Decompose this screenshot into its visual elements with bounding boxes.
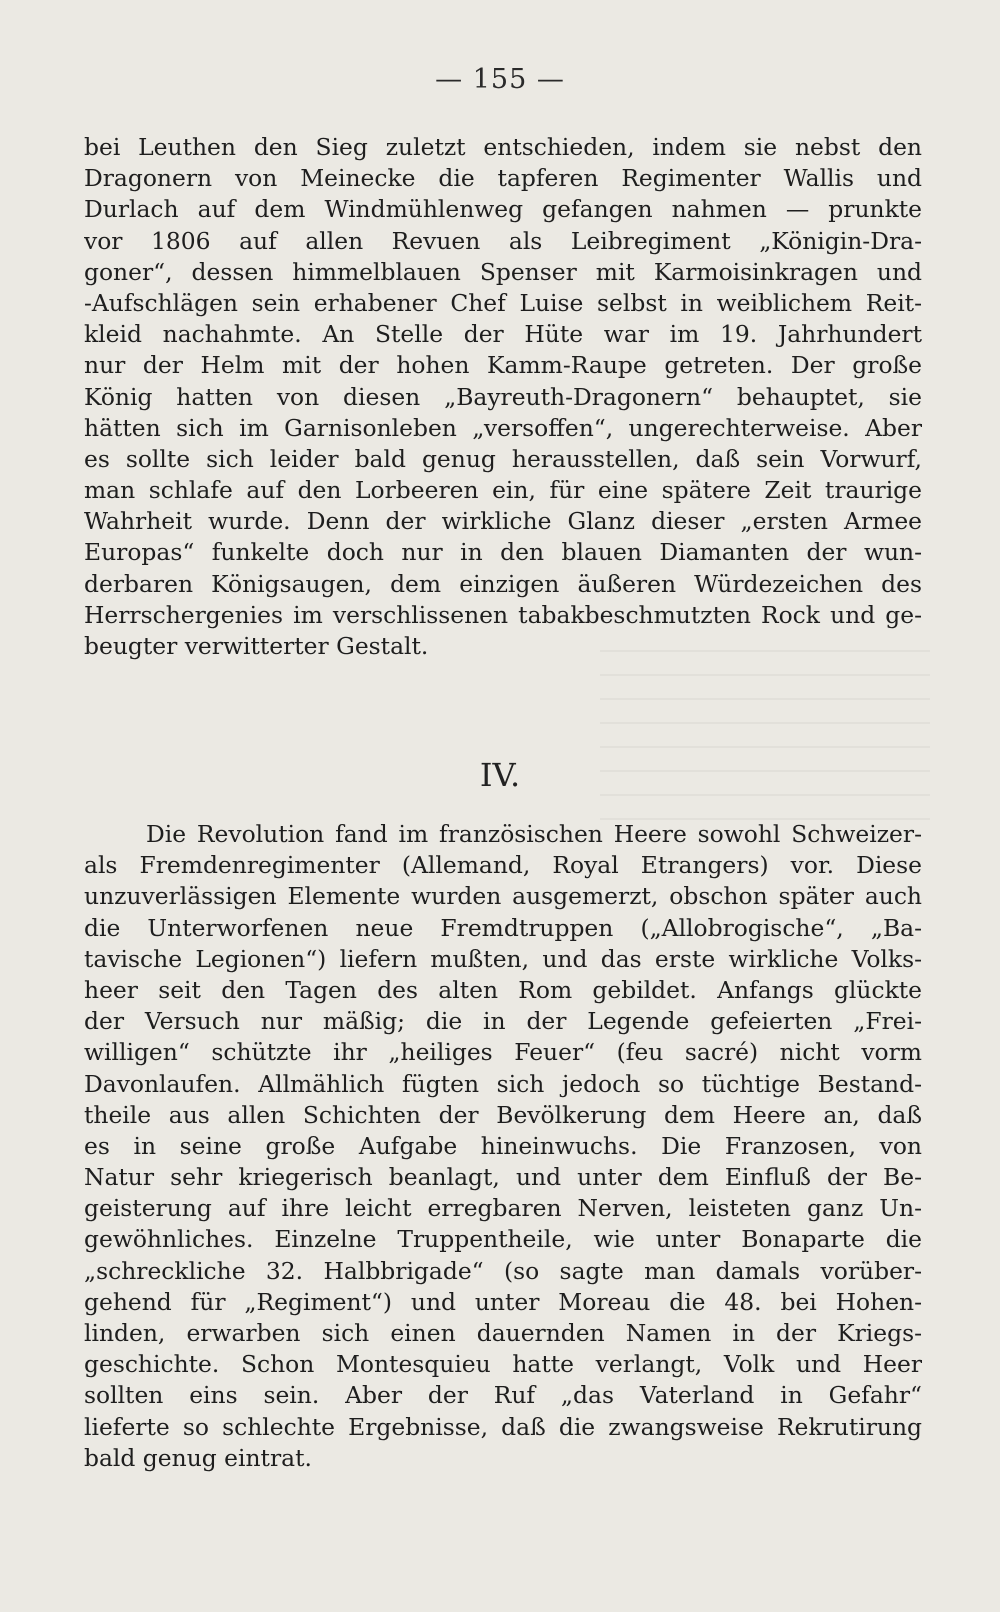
text-line: „schreckliche 32. Halbbrigade“ (so sagte man damals vorüber-: [84, 1256, 922, 1285]
text-line: Dragonern von Meinecke die tapferen Regimenter Wallis und: [84, 164, 922, 193]
page-number: — 155 —: [435, 64, 565, 95]
text-line: bei Leuthen den Sieg zuletzt entschieden, indem sie nebst den: [84, 133, 922, 161]
paragraph-1: [84, 132, 922, 662]
text-line: die Unterworfenen neue Fremdtruppen („Allobrogische“, „Ba-: [84, 913, 922, 942]
text-line: goner“, dessen himmelblauen Spenser mit Karmoisinkragen und: [84, 257, 922, 286]
text-line: willigen“ schützte ihr „heiliges Feuer“ (feu sacré) nicht vorm: [84, 1038, 922, 1067]
text-line: tavische Legionen“) liefern mußten, und das erste wirkliche Volks-: [84, 944, 922, 973]
section-heading: IV.: [479, 756, 521, 794]
text-line: heer seit den Tagen des alten Rom gebildet. Anfangs glückte: [84, 975, 922, 1004]
text-line: Wahrheit wurde. Denn der wirkliche Glanz dieser „ersten Armee: [84, 507, 922, 536]
text-line: es in seine große Aufgabe hineinwuchs. Die Franzosen, von: [84, 1131, 922, 1160]
paragraph-2: [84, 819, 922, 1474]
text-line: Davonlaufen. Allmählich fügten sich jedoch so tüchtige Bestand-: [84, 1069, 922, 1098]
text-line: Durlach auf dem Windmühlenweg gefangen nahmen — prunkte: [84, 195, 922, 224]
text-line: als Fremdenregimenter (Allemand, Royal Etrangers) vor. Diese: [84, 851, 922, 880]
text-line: beugter verwitterter Gestalt.: [84, 632, 429, 660]
text-line: vor 1806 auf allen Revuen als Leibregiment „Königin-Dra-: [84, 226, 922, 255]
text-line: gewöhnliches. Einzelne Truppentheile, wie unter Bonaparte die: [84, 1225, 922, 1254]
text-line: hätten sich im Garnisonleben „versoffen“, ungerechterweise. Aber: [84, 413, 922, 442]
text-line: der Versuch nur mäßig; die in der Legende gefeierten „Frei-: [84, 1007, 922, 1036]
text-line: linden, erwarben sich einen dauernden Namen in der Kriegs-: [84, 1319, 922, 1347]
text-line: derbaren Königsaugen, dem einzigen äußeren Würdezeichen des: [84, 569, 922, 598]
text-line: König hatten von diesen „Bayreuth-Dragonern“ behauptet, sie: [84, 382, 922, 411]
text-line: man schlafe auf den Lorbeeren ein, für eine spätere Zeit traurige: [84, 476, 922, 505]
text-line: Die Revolution fand im französischen Heere sowohl Schweizer-: [146, 820, 922, 848]
text-line: gehend für „Regiment“) und unter Moreau die 48. bei Hohen-: [84, 1287, 922, 1316]
text-line: Herrschergenies im verschlissenen tabakbeschmutzten Rock und ge-: [84, 600, 922, 629]
text-line: sollten eins sein. Aber der Ruf „das Vaterland in Gefahr“: [84, 1381, 922, 1410]
text-line: -Aufschlägen sein erhabener Chef Luise selbst in weiblichem Reit-: [84, 288, 922, 317]
text-line: Natur sehr kriegerisch beanlagt, und unter dem Einfluß der Be-: [84, 1163, 922, 1192]
text-line: unzuverlässigen Elemente wurden ausgemerzt, obschon später auch: [84, 882, 922, 911]
text-line: nur der Helm mit der hohen Kamm-Raupe getreten. Der große: [84, 351, 922, 380]
text-line: lieferte so schlechte Ergebnisse, daß die zwangsweise Rekrutirung: [84, 1412, 922, 1441]
text-line: theile aus allen Schichten der Bevölkerung dem Heere an, daß: [84, 1100, 922, 1129]
text-line: bald genug eintrat.: [84, 1443, 312, 1472]
text-line: es sollte sich leider bald genug herausstellen, daß sein Vorwurf,: [84, 444, 922, 473]
text-line: kleid nachahmte. An Stelle der Hüte war im 19. Jahrhundert: [84, 320, 922, 349]
text-line: geschichte. Schon Montesquieu hatte verlangt, Volk und Heer: [84, 1350, 922, 1379]
text-line: geisterung auf ihre leicht erregbaren Nerven, leisteten ganz Un-: [84, 1194, 922, 1223]
text-line: Europas“ funkelte doch nur in den blauen Diamanten der wun-: [84, 538, 922, 567]
